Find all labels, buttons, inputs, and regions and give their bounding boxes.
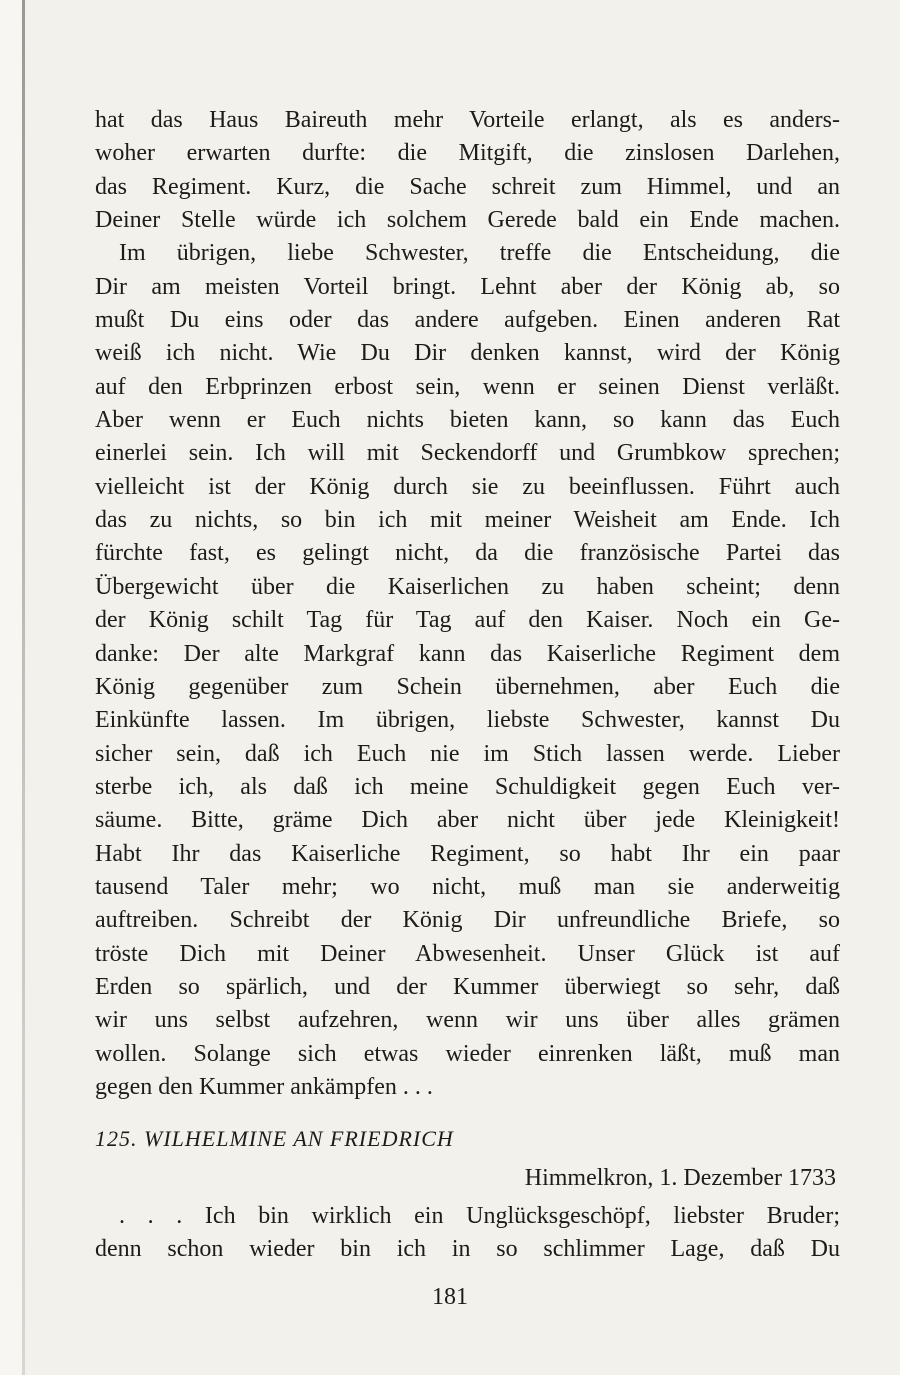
text-line: Dir am meisten Vorteil bringt. Lehnt aber der König ab, so (95, 273, 840, 300)
text-line: säume. Bitte, gräme Dich aber nicht über jede Kleinigkeit! (95, 807, 840, 834)
text-line: woher erwarten durfte: die Mitgift, die zinslosen Darlehen, (95, 140, 840, 167)
text-line: vielleicht ist der König durch sie zu beeinflussen. Führt auch (95, 473, 840, 500)
text-line: danke: Der alte Markgraf kann das Kaiserliche Regiment dem (95, 640, 840, 667)
letter-dateline: Himmelkron, 1. Dezember 1733 (524, 1165, 836, 1191)
text-line: sterbe ich, als daß ich meine Schuldigkeit gegen Euch ver- (95, 773, 840, 800)
text-line: auftreiben. Schreibt der König Dir unfreundliche Briefe, so (95, 907, 840, 934)
letter-text (95, 1200, 840, 1267)
text-line: tausend Taler mehr; wo nicht, muß man sie anderweitig (95, 873, 840, 900)
text-line: das Regiment. Kurz, die Sache schreit zum Himmel, und an (95, 173, 840, 200)
text-line: König gegenüber zum Schein übernehmen, aber Euch die (95, 673, 840, 700)
body-text (95, 104, 840, 1104)
text-line: denn schon wieder bin ich in so schlimmer Lage, daß Du (95, 1236, 840, 1263)
page-margin (0, 0, 22, 1375)
text-line: wollen. Solange sich etwas wieder einrenken läßt, muß man (95, 1040, 840, 1067)
text-line: der König schilt Tag für Tag auf den Kaiser. Noch ein Ge- (95, 607, 840, 634)
text-line: weiß ich nicht. Wie Du Dir denken kannst, wird der König (95, 340, 840, 367)
text-line: Aber wenn er Euch nichts bieten kann, so kann das Euch (95, 407, 840, 434)
page-binding-edge (22, 0, 25, 1375)
text-line: fürchte fast, es gelingt nicht, da die französische Partei das (95, 540, 840, 567)
text-line: mußt Du eins oder das andere aufgeben. Einen anderen Rat (95, 307, 840, 334)
text-line: Im übrigen, liebe Schwester, treffe die Entscheidung, die (119, 240, 840, 267)
text-line: das zu nichts, so bin ich mit meiner Weisheit am Ende. Ich (95, 507, 840, 534)
text-line: wir uns selbst aufzehren, wenn wir uns über alles grämen (95, 1007, 840, 1034)
text-line: Übergewicht über die Kaiserlichen zu haben scheint; denn (95, 573, 840, 600)
text-line: . . . Ich bin wirklich ein Unglücksgeschöpf, liebster Bruder; (119, 1203, 840, 1229)
text-line: Habt Ihr das Kaiserliche Regiment, so habt Ihr ein paar (95, 840, 840, 867)
letter-heading: 125. WILHELMINE AN FRIEDRICH (95, 1126, 454, 1151)
text-line: Erden so spärlich, und der Kummer überwiegt so sehr, daß (95, 973, 840, 1000)
text-line: gegen den Kummer ankämpfen . . . (95, 1073, 433, 1100)
text-line: hat das Haus Baireuth mehr Vorteile erlangt, als es anders- (95, 107, 840, 133)
text-line: Einkünfte lassen. Im übrigen, liebste Schwester, kannst Du (95, 707, 840, 734)
page-number: 181 (432, 1284, 468, 1310)
text-line: einerlei sein. Ich will mit Seckendorff und Grumbkow sprechen; (95, 440, 840, 467)
text-line: Deiner Stelle würde ich solchem Gerede bald ein Ende machen. (95, 207, 840, 234)
text-line: auf den Erbprinzen erbost sein, wenn er seinen Dienst verläßt. (95, 373, 840, 400)
text-line: sicher sein, daß ich Euch nie im Stich lassen werde. Lieber (95, 740, 840, 767)
text-line: tröste Dich mit Deiner Abwesenheit. Unser Glück ist auf (95, 940, 840, 967)
